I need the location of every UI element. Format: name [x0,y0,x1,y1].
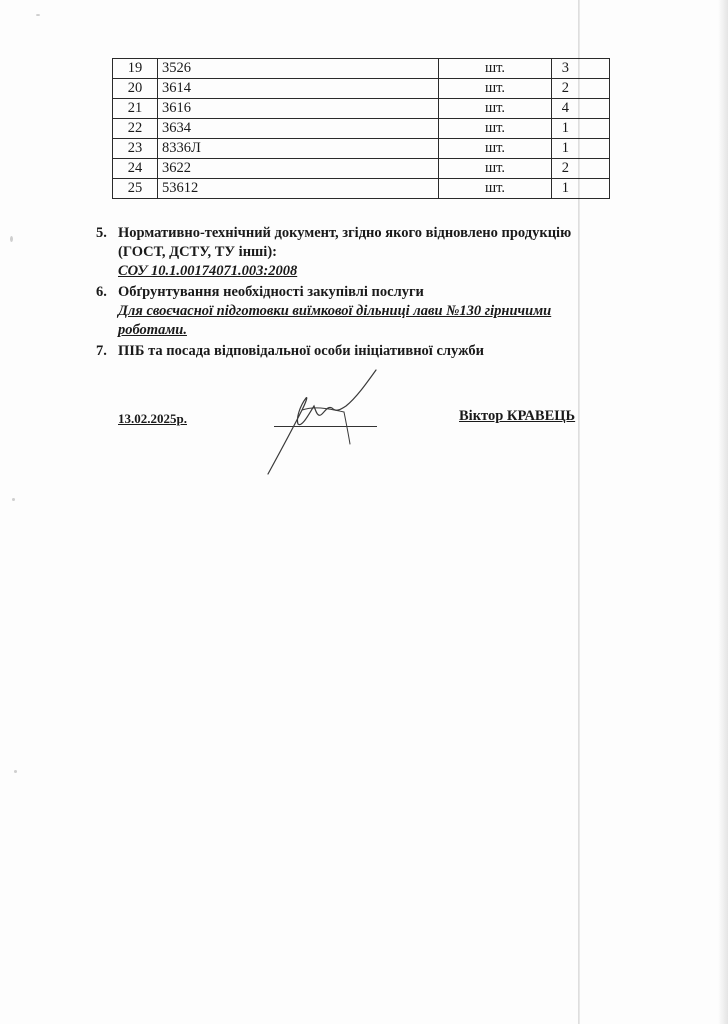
table-row [113,139,610,159]
section-number: 7. [96,343,107,359]
row-number: 19 [113,59,158,79]
item-code: 3616 [158,99,439,119]
item-unit: шт. [439,59,552,79]
item-unit: шт. [439,139,552,159]
signatory-name: Віктор КРАВЕЦЬ [459,408,576,424]
section-title: Обґрунтування необхідності закупівлі послуги [118,284,424,300]
item-unit: шт. [439,119,552,139]
items-table [112,58,610,199]
section-title: ПІБ та посада відповідальної особи ініціативної служби [118,343,485,359]
row-number: 24 [113,159,158,179]
item-code: 3526 [158,59,439,79]
handwritten-signature [262,366,392,478]
item-code: 3622 [158,159,439,179]
section-value: СОУ 10.1.00174071.003:2008 [118,263,298,279]
section-title: Нормативно-технічний документ, згідно якого відновлено продукцію [118,225,572,241]
item-quantity: 4 [552,99,610,119]
item-quantity: 1 [552,119,610,139]
scan-speck [12,498,15,501]
row-number: 22 [113,119,158,139]
row-number: 25 [113,179,158,199]
section-responsible-person [96,342,656,361]
section-number: 6. [96,284,107,300]
section-value: Для своєчасної підготовки виїмкової дільниці лави №130 гірничими [118,303,552,319]
section-normative-document [96,224,656,281]
section-number: 5. [96,225,107,241]
item-code: 3634 [158,119,439,139]
table-row [113,59,610,79]
item-quantity: 2 [552,79,610,99]
item-quantity: 3 [552,59,610,79]
table-row [113,179,610,199]
item-unit: шт. [439,79,552,99]
item-code: 3614 [158,79,439,99]
scan-speck [14,770,17,773]
scan-speck [10,236,13,242]
row-number: 23 [113,139,158,159]
signature-date: 13.02.2025р. [118,411,187,426]
item-quantity: 2 [552,159,610,179]
section-justification [96,283,656,340]
item-code: 8336Л [158,139,439,159]
table-row [113,79,610,99]
item-quantity: 1 [552,139,610,159]
table-row [113,99,610,119]
row-number: 21 [113,99,158,119]
item-quantity: 1 [552,179,610,199]
item-unit: шт. [439,179,552,199]
scan-speck [36,14,40,16]
item-unit: шт. [439,99,552,119]
item-code: 53612 [158,179,439,199]
page-edge-shadow [718,0,728,1024]
table-row [113,119,610,139]
section-title-continued: (ГОСТ, ДСТУ, ТУ інші): [118,244,277,260]
table-row [113,159,610,179]
section-value-continued: роботами. [118,322,187,338]
item-unit: шт. [439,159,552,179]
row-number: 20 [113,79,158,99]
